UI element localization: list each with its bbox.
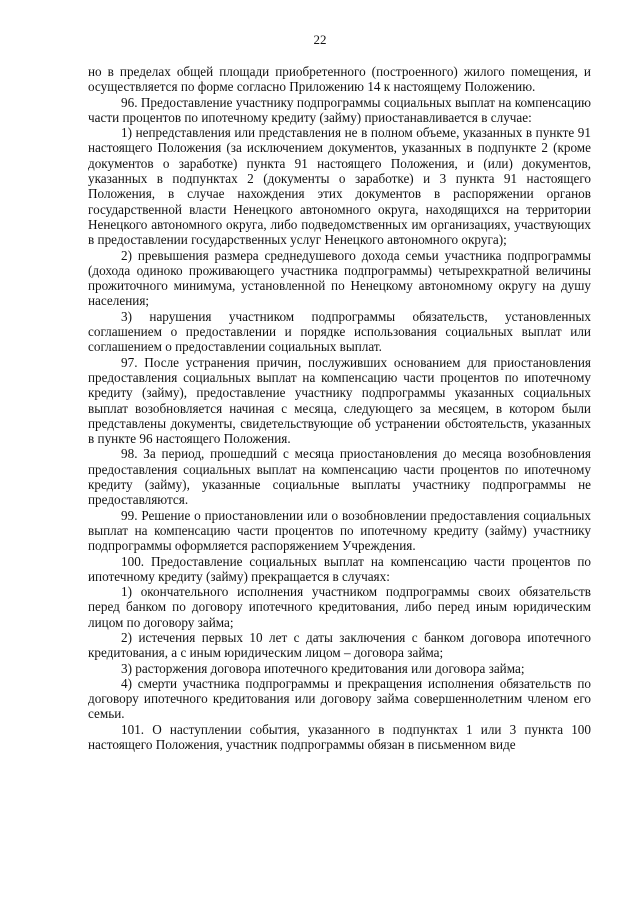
paragraph-continuation: но в пределах общей площади приобретенного (построенного) жилого помещения, и осуществляется по форме согласно Приложению 14 к настоящему Положению. — [88, 64, 591, 95]
paragraph-96: 96. Предоставление участнику подпрограммы социальных выплат на компенсацию части процентов по ипотечному кредиту (займу) приостанавливается в случае: — [88, 94, 591, 125]
paragraph-99: 99. Решение о приостановлении или о возобновлении предоставления социальных выплат на компенсацию части процентов по ипотечному кредиту (займу) участнику подпрограммы оформляется распоряжением Учреждения. — [88, 507, 591, 554]
document-body — [88, 64, 591, 752]
paragraph-100-item-3: 3) расторжения договора ипотечного кредитования или договора займа; — [121, 660, 525, 676]
paragraph-100-item-2: 2) истечения первых 10 лет с даты заключения с банком договора ипотечного кредитования, а с иным юридическим лицом – договора займа; — [88, 629, 591, 661]
paragraph-96-item-1: 1) непредставления или представления не в полном объеме, указанных в пункте 91 настоящего Положения (за исключением документов, указанных в подпункте 2 (кроме документов о заработке) пункта 91 настоящего Положения, и (или) документов, указанных в подпунктах 2 (документы о заработке) и 3 пункта 91 настоящего Положения, в случае нахождения этих документов в распоряжении органов государственной власти Ненецкого автономного округа, находящихся на территории Ненецкого автономного округа, либо подведомственных им организациях, участвующих в предоставлении государственных услуг Ненецкого автономного округа); — [88, 125, 591, 248]
page-number: 22 — [313, 32, 327, 47]
paragraph-96-item-3: 3) нарушения участником подпрограммы обязательств, установленных соглашением о предоставлении и порядке использования социальных выплат или соглашением о предоставлении социальных выплат. — [88, 308, 591, 355]
paragraph-98: 98. За период, прошедший с месяца приостановления до месяца возобновления предоставления социальных выплат на компенсацию части процентов по ипотечному кредиту (займу), указанные социальные выплаты участнику подпрограммы не предоставляются. — [88, 446, 591, 508]
paragraph-100-item-1: 1) окончательного исполнения участником подпрограммы своих обязательств перед банком по договору ипотечного кредитования, либо перед иным юридическим лицом по договору займа; — [88, 584, 591, 630]
paragraph-100: 100. Предоставление социальных выплат на компенсацию части процентов по ипотечному кредиту (займу) прекращается в случаях: — [88, 553, 591, 584]
paragraph-100-item-4: 4) смерти участника подпрограммы и прекращения исполнения обязательств по договору ипотечного кредитования или договору займа совершеннолетним членом его семьи. — [88, 675, 591, 722]
paragraph-101: 101. О наступлении события, указанного в подпунктах 1 или 3 пункта 100 настоящего Положения, участник подпрограммы обязан в письменном виде — [88, 721, 591, 753]
paragraph-97: 97. После устранения причин, послуживших основанием для приостановления предоставления социальных выплат на компенсацию части процентов по ипотечному кредиту (займу), предоставление участнику подпрограммы указанных социальных выплат возобновляется начиная с месяца, следующего за месяцем, в котором были представлены документы, свидетельствующие об устранении обстоятельств, указанных в пункте 96 настоящего Положения. — [88, 354, 591, 447]
paragraph-96-item-2: 2) превышения размера среднедушевого дохода семьи участника подпрограммы (дохода одиноко проживающего участника подпрограммы) четырехкратной величины прожиточного минимума, установленной по Ненецкому автономному округу на душу населения; — [88, 247, 591, 309]
